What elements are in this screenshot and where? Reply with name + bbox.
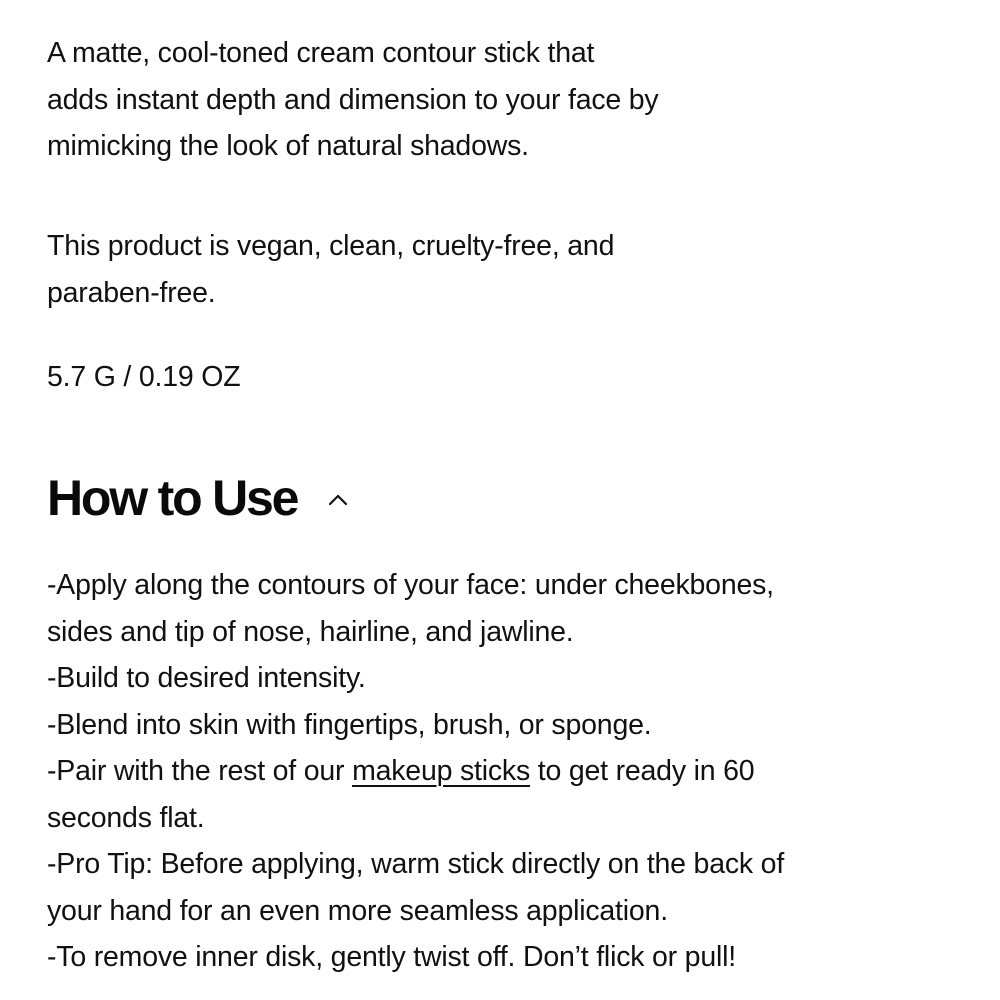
description-line: adds instant depth and dimension to your face by [47,83,659,116]
pair-text-after: to get ready in 60 [530,755,755,787]
step-line: -Build to desired intensity. [47,662,366,694]
step-line: -Apply along the contours of your face: under cheekbones, [47,569,774,601]
description-line: mimicking the look of natural shadows. [47,130,529,162]
step-line: your hand for an even more seamless application. [47,894,668,927]
step-line: -Pro Tip: Before applying, warm stick directly on the back of [47,848,785,880]
size-text: 5.7 G / 0.19 OZ [47,361,241,393]
step-line: -To remove inner disk, gently twist off. Don’t flick or pull! [47,941,736,973]
makeup-sticks-link[interactable]: makeup sticks [352,755,531,787]
description-line: A matte, cool-toned cream contour stick that [47,37,595,69]
how-to-use-heading: How to Use [47,470,298,526]
pair-text-before: -Pair with the rest of our [47,755,353,787]
product-claims [47,223,614,316]
product-description [47,30,658,170]
step-line: seconds flat. [47,801,205,834]
chevron-up-icon[interactable] [327,493,349,507]
how-to-use-toggle[interactable] [47,468,349,528]
step-line: -Blend into skin with fingertips, brush, or sponge. [47,708,652,741]
step-line: sides and tip of nose, hairline, and jawline. [47,615,574,648]
claims-line: This product is vegan, clean, cruelty-free, and [47,230,615,262]
how-to-use-steps [47,562,784,981]
product-size [47,354,240,401]
step-line-pair [47,748,784,795]
claims-line: paraben-free. [47,276,216,309]
